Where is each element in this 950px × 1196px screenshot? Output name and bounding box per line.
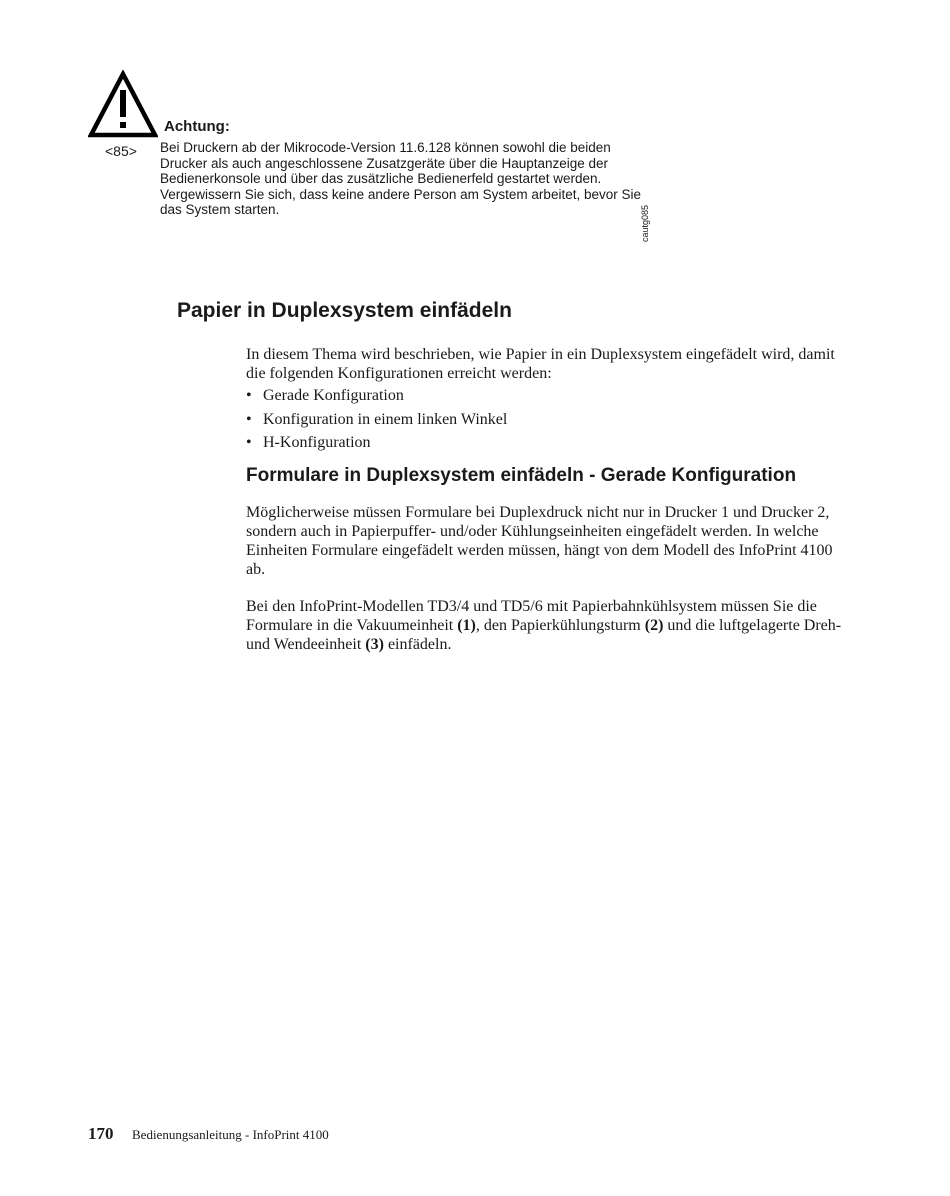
bullet-icon: •	[246, 410, 252, 428]
section-title: Papier in Duplexsystem einfädeln	[177, 299, 512, 322]
paragraph-text: und die luftgelagerte Dreh- und Wendeeinheit	[246, 617, 842, 653]
caution-code: <85>	[105, 143, 137, 159]
caution-title: Achtung:	[164, 118, 230, 135]
list-item	[246, 410, 507, 434]
reference-number: (2)	[644, 617, 664, 634]
reference-number: (3)	[365, 636, 384, 653]
bullet-icon: •	[246, 387, 252, 404]
paragraph	[246, 597, 846, 654]
list-item-text: Gerade Konfiguration	[263, 387, 404, 404]
list-item-text: Konfiguration in einem linken Winkel	[263, 410, 508, 428]
caution-text: Bei Druckern ab der Mikrocode-Version 11.6.128 können sowohl die beiden Drucker als auch angeschlossene Zusatzgeräte über die Hauptanzeige der Bedienerkonsole und über das zusätzliche Bedienerfeld gestartet werden. Vergewissern Sie sich, dass keine andere Person am System arbeitet, bevor Sie das System starten.	[160, 140, 641, 217]
list-item	[246, 433, 507, 457]
bullet-icon: •	[246, 434, 252, 451]
intro-paragraph: In diesem Thema wird beschrieben, wie Papier in ein Duplexsystem eingefädelt wird, damit die folgenden Konfigurationen erreicht werden:	[246, 346, 835, 382]
list-item	[246, 386, 507, 410]
reference-number: (1)	[457, 617, 476, 634]
paragraph-text: Bei den InfoPrint-Modellen TD3/4 und TD5/6 mit Papierbahnkühlsystem müssen Sie die Formulare in die Vakuumeinheit	[246, 598, 817, 634]
paragraph: Möglicherweise müssen Formulare bei Duplexdruck nicht nur in Drucker 1 und Drucker 2, sondern auch in Papierpuffer- und/oder Kühlungseinheiten eingefädelt werden. In welche Einheiten Formulare eingefädelt werden müssen, hängt von dem Modell des InfoPrint 4100 ab.	[246, 504, 833, 578]
paragraph-text: einfädeln.	[383, 636, 452, 653]
figure-id: cautg085	[640, 205, 650, 243]
paragraph-text: , den Papierkühlungsturm	[475, 617, 645, 634]
warning-triangle-icon	[88, 70, 158, 138]
footer-title: Bedienungsanleitung - InfoPrint 4100	[132, 1127, 329, 1142]
subsection-title: Formulare in Duplexsystem einfädeln - Gerade Konfiguration	[246, 465, 797, 486]
list-item-text: H-Konfiguration	[263, 434, 371, 451]
page-number: 170	[88, 1124, 114, 1143]
configuration-list	[246, 386, 507, 457]
